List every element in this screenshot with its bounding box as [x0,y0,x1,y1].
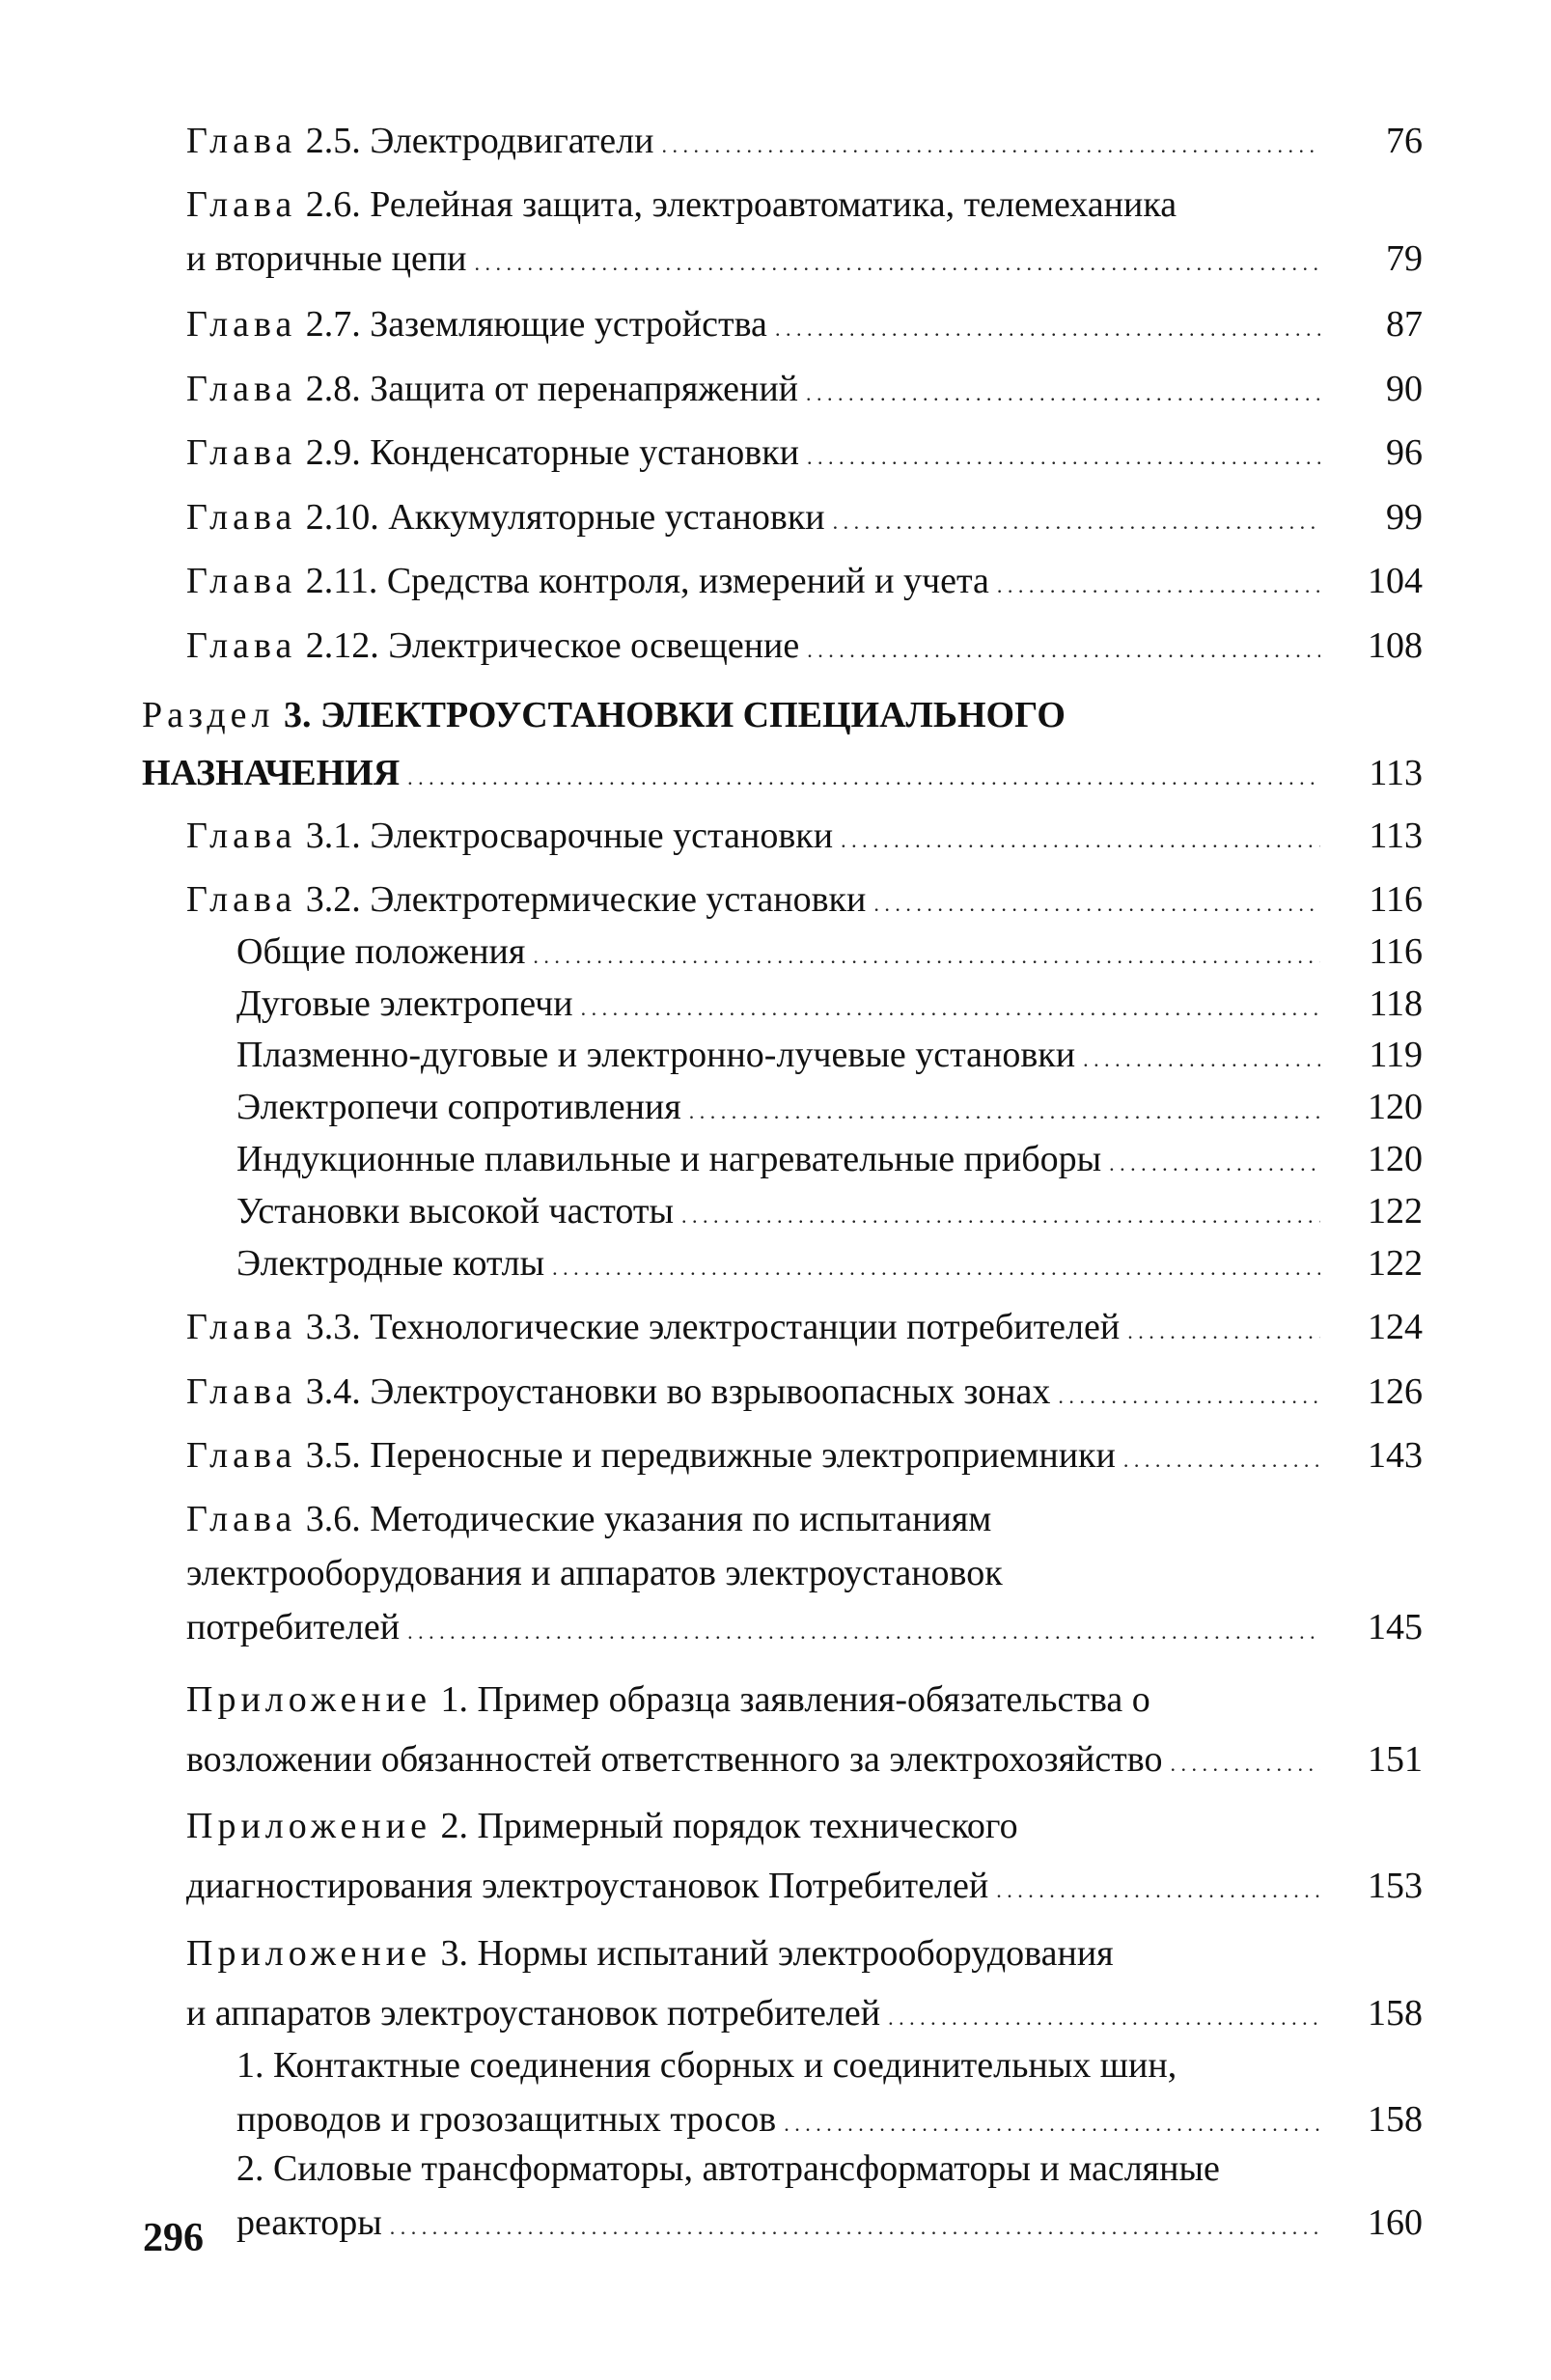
entry-lead: Глава [186,879,297,920]
entry-lead: Глава [186,816,297,856]
entry-page-number: 122 [1368,1191,1423,1232]
dot-leader [888,1986,1320,2045]
entry-title: Электропечи сопротивления [236,1087,681,1127]
entry-lead: Глава [186,625,297,666]
dot-leader [1109,1132,1320,1191]
dot-leader [997,554,1320,613]
entry-title-line-2: проводов и грозозащитных тросов [236,2099,777,2140]
dot-leader [581,977,1320,1036]
toc-subentry [236,1184,1423,1243]
toc-subentry [236,1236,1423,1295]
entry-lead: Приложение [186,1806,431,1846]
toc-entry [186,1300,1423,1359]
dot-leader [407,746,1320,805]
entry-page-number: 120 [1368,1087,1423,1127]
page-number-folio: 296 [143,2216,204,2260]
dot-leader [833,490,1320,549]
entry-lead: Глава [186,561,297,601]
entry-page-number: 119 [1369,1035,1423,1075]
entry-page-number: 143 [1368,1435,1423,1476]
entry-title: 2.5. Электродвигатели [305,121,654,161]
entry-lead: Глава [186,1435,297,1476]
dot-leader [841,809,1320,868]
toc-subentry [236,2142,1423,2255]
toc-entry [186,809,1423,868]
entry-title: 2.7. Заземляющие устройства [305,304,767,345]
entry-page-number: 87 [1386,304,1423,345]
section-title-line-2: НАЗНАЧЕНИЯ [142,753,401,793]
dot-leader [475,232,1321,291]
dot-leader [996,1859,1320,1918]
dot-leader [1058,1365,1320,1424]
entry-page-number: 124 [1368,1307,1423,1347]
dot-leader [1083,1028,1320,1087]
entry-page-number: 145 [1368,1607,1423,1647]
entry-lead: Глава [186,1307,297,1347]
entry-title: 3.5. Переносные и передвижные электроприемники [305,1435,1116,1476]
entry-lead: Приложение [186,1933,431,1974]
toc-subentry [236,2038,1423,2151]
entry-title: 2.12. Электрическое освещение [305,625,800,666]
entry-title: Плазменно-дуговые и электронно-лучевые установки [236,1035,1076,1075]
entry-title: 2.8. Защита от перенапряжений [305,369,799,409]
entry-page-number: 90 [1386,369,1423,409]
entry-page-number: 116 [1369,931,1423,972]
entry-page-number: 96 [1386,432,1423,473]
toc-entry [186,1365,1423,1424]
entry-page-number: 151 [1368,1739,1423,1780]
toc-entry [186,362,1423,421]
dot-leader [407,1600,1320,1659]
toc-entry [186,619,1423,678]
toc-entry [186,297,1423,356]
entry-title-line-1: 1. Контактные соединения сборных и соединительных шин, [236,2045,1177,2086]
entry-lead: Глава [186,432,297,473]
entry-lead: Глава [186,121,297,161]
entry-title: Установки высокой частоты [236,1191,675,1232]
entry-title: Электродные котлы [236,1243,545,1284]
entry-title-line-1: 2. Силовые трансформаторы, автотрансформаторы и масляные [236,2148,1220,2189]
toc-entry [186,490,1423,549]
toc-section-entry [142,688,1423,805]
dot-leader [873,872,1320,931]
entry-page-number: 99 [1386,497,1423,538]
entry-page-number: 76 [1386,121,1423,161]
entry-title-line-2: реакторы [236,2202,382,2243]
entry-title: 2.9. Конденсаторные установки [305,432,800,473]
entry-page-number: 126 [1368,1371,1423,1412]
dot-leader [775,297,1320,356]
entry-title-line-2: и вторичные цепи [186,238,467,279]
entry-page-number: 113 [1369,753,1423,793]
entry-title: Дуговые электропечи [236,983,573,1024]
dot-leader [807,619,1320,678]
entry-page-number: 158 [1368,2099,1423,2140]
entry-page-number: 158 [1368,1993,1423,2034]
toc-entry [186,554,1423,613]
entry-page-number: 79 [1386,238,1423,279]
entry-title-line-3: потребителей [186,1607,401,1647]
entry-lead: Глава [186,369,297,409]
toc-entry [186,1492,1423,1659]
entry-title-line-1: 2.6. Релейная защита, электроавтоматика, телемеханика [305,184,1177,225]
entry-title-line-1: 2. Примерный порядок технического [440,1806,1018,1846]
entry-lead: Глава [186,1371,297,1412]
entry-title-line-2: возложении обязанностей ответственного за электрохозяйство [186,1739,1163,1780]
toc-entry [186,178,1423,291]
entry-page-number: 122 [1368,1243,1423,1284]
entry-title-line-2: диагностирования электроустановок Потребителей [186,1866,989,1906]
dot-leader [806,362,1320,421]
toc-subentry [236,1028,1423,1087]
entry-page-number: 120 [1368,1139,1423,1179]
entry-title: Индукционные плавильные и нагревательные приборы [236,1139,1102,1179]
entry-lead: Приложение [186,1679,431,1720]
entry-page-number: 118 [1369,983,1423,1024]
entry-title: 3.2. Электротермические установки [305,879,867,920]
entry-lead: Глава [186,1499,297,1539]
entry-title-line-2: электрооборудования и аппаратов электроустановок [186,1553,1003,1593]
entry-page-number: 108 [1368,625,1423,666]
dot-leader [1127,1300,1320,1359]
entry-page-number: 160 [1368,2202,1423,2243]
toc-subentry [236,1132,1423,1191]
dot-leader [681,1184,1320,1243]
dot-leader [661,114,1320,173]
toc-appendix-entry [186,1673,1423,1791]
entry-title: 3.4. Электроустановки во взрывоопасных зонах [305,1371,1051,1412]
entry-title: 3.3. Технологические электростанции потребителей [305,1307,1121,1347]
dot-leader [390,2196,1320,2255]
dot-leader [689,1080,1320,1139]
toc-entry [186,872,1423,931]
toc-entry [186,1428,1423,1487]
toc-appendix-entry [186,1926,1423,2045]
toc-entry [186,426,1423,484]
section-title-line-1: 3. ЭЛЕКТРОУСТАНОВКИ СПЕЦИАЛЬНОГО [284,695,1066,735]
entry-title-line-2: и аппаратов электроустановок потребителей [186,1993,881,2034]
entry-lead: Глава [186,184,297,225]
entry-page-number: 153 [1368,1866,1423,1906]
entry-page-number: 116 [1369,879,1423,920]
entry-lead: Глава [186,497,297,538]
entry-title-line-1: 1. Пример образца заявления-обязательства о [440,1679,1150,1720]
toc-subentry [236,977,1423,1036]
entry-title: Общие положения [236,931,526,972]
entry-title: 3.1. Электросварочные установки [305,816,834,856]
toc-subentry [236,1080,1423,1139]
dot-leader [807,426,1320,484]
entry-lead: Глава [186,304,297,345]
entry-page-number: 113 [1369,816,1423,856]
toc-appendix-entry [186,1799,1423,1918]
entry-title: 2.11. Средства контроля, измерений и учета [305,561,989,601]
dot-leader [552,1236,1320,1295]
dot-leader [533,925,1320,983]
toc-subentry [236,925,1423,983]
entry-lead: Раздел [142,695,275,735]
entry-title-line-1: 3.6. Методические указания по испытаниям [305,1499,992,1539]
dot-leader [1170,1732,1320,1791]
entry-title: 2.10. Аккумуляторные установки [305,497,825,538]
toc-entry [186,114,1423,173]
entry-title-line-1: 3. Нормы испытаний электрооборудования [440,1933,1114,1974]
entry-page-number: 104 [1368,561,1423,601]
dot-leader [1123,1428,1320,1487]
